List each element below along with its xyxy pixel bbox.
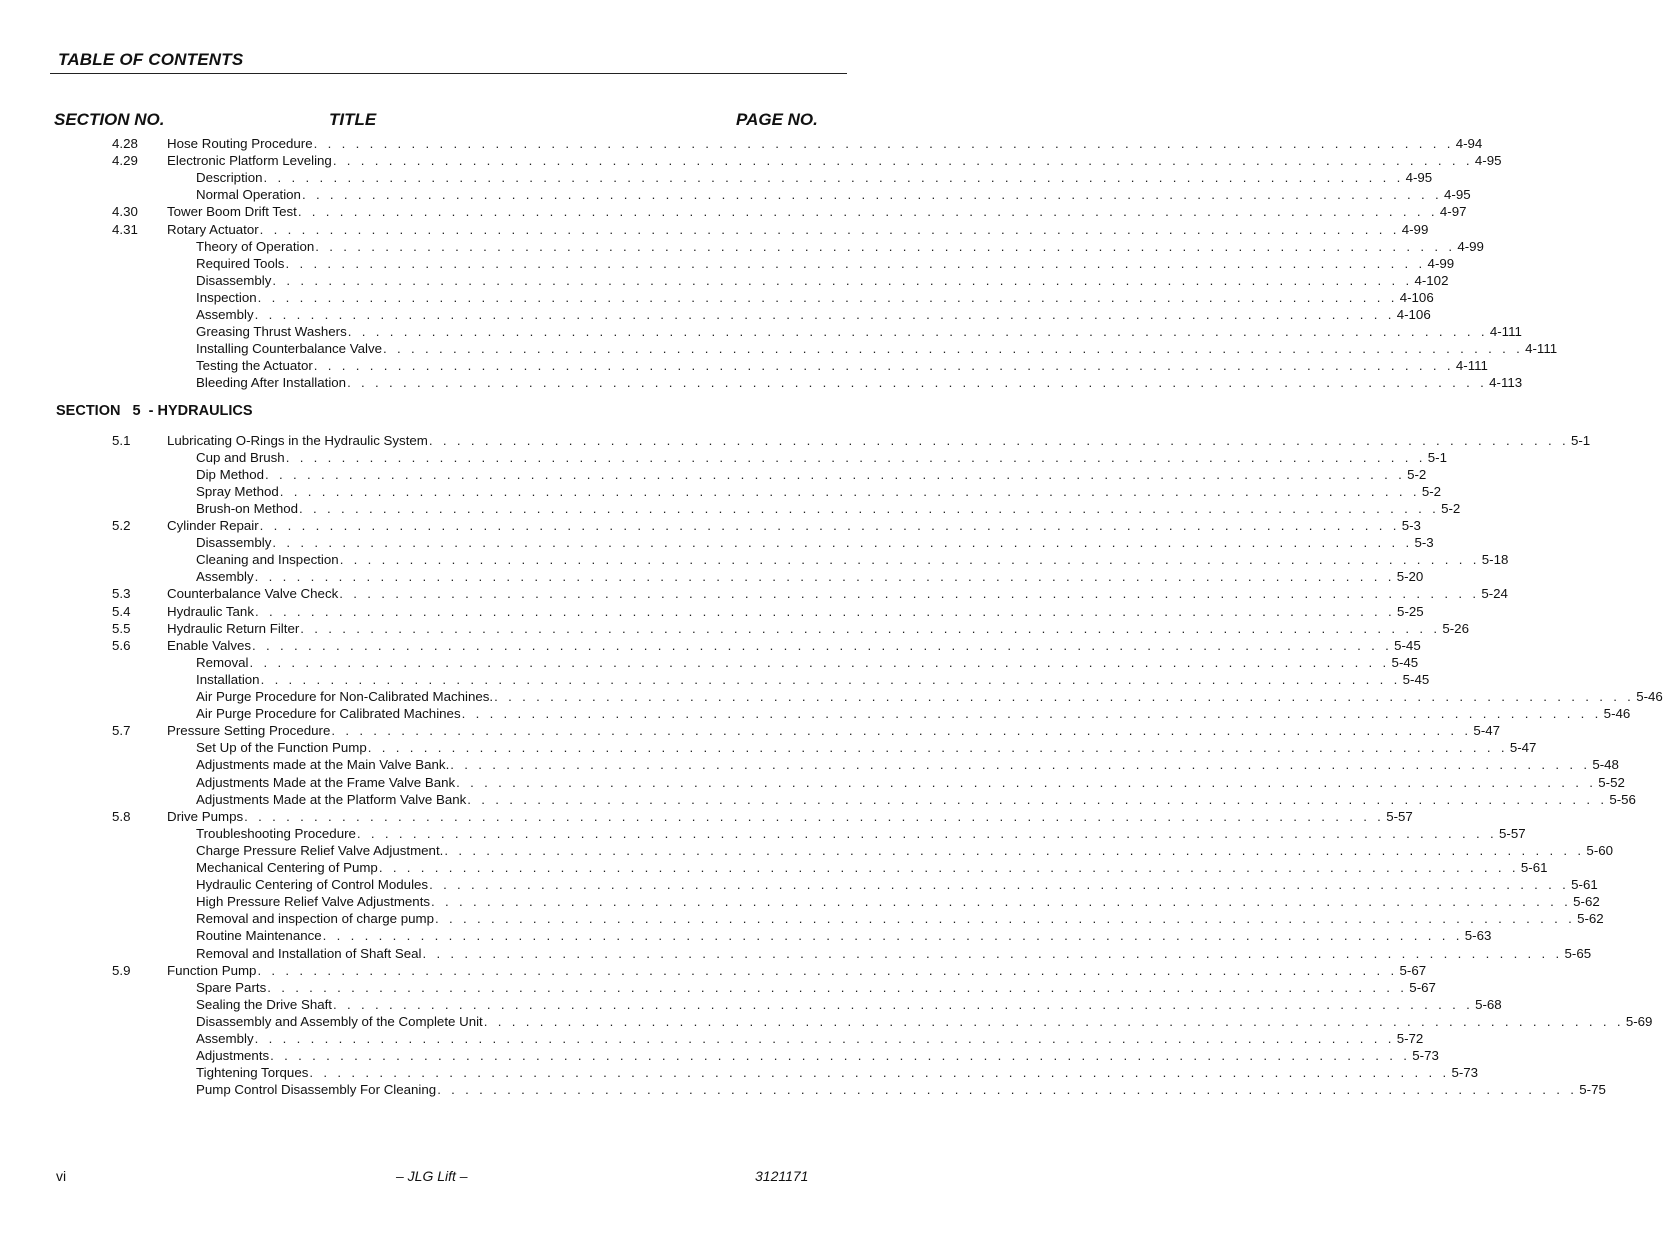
dot-leader: . . . . . . . . . . . . . . . . . . . . . . . . . . . . . . . . . . . . . . . . . . . . . . . . . . . . . . . . . . . . . . . . . . . . . . . . . . . . . . . . . . bbox=[313, 136, 1454, 151]
toc-entry-title: Removal and Installation of Shaft Seal bbox=[196, 945, 422, 961]
toc-subentry bbox=[0, 255, 1455, 272]
toc-entry-line bbox=[196, 500, 1461, 517]
toc-entry-page: 5-56 bbox=[1609, 791, 1636, 807]
column-page-no: PAGE NO. bbox=[736, 110, 818, 129]
toc-section-entry bbox=[0, 620, 1469, 637]
toc-entry-page: 4-111 bbox=[1489, 324, 1522, 340]
toc-entry-number: 5.1 bbox=[112, 432, 131, 448]
toc-entry-line bbox=[196, 1030, 1424, 1047]
toc-entry-number: 5.9 bbox=[112, 962, 131, 978]
dot-leader: . . . . . . . . . . . . . . . . . . . . . . . . . . . . . . . . . . . . . . . . . . . . . . . . . . . . . . . . . . . . . . . . . . . . . . . . . . . . . . . . . . bbox=[309, 1065, 1450, 1081]
toc-entry-page: 4-99 bbox=[1457, 238, 1484, 254]
toc-entry-line bbox=[196, 1013, 1653, 1030]
header-divider bbox=[50, 73, 847, 74]
toc-entry-line bbox=[196, 756, 1619, 773]
dot-leader: . . . . . . . . . . . . . . . . . . . . . . . . . . . . . . . . . . . . . . . . . . . . . . . . . . . . . . . . . . . . . . . . . . . . . . . . . . . . . . . . . . bbox=[249, 654, 1390, 670]
toc-entry-line bbox=[196, 169, 1433, 186]
dot-leader: . . . . . . . . . . . . . . . . . . . . . . . . . . . . . . . . . . . . . . . . . . . . . . . . . . . . . . . . . . . . . . . . . . . . . . . . . . . . . . . . . . bbox=[254, 569, 1395, 585]
toc-entry-line bbox=[196, 466, 1427, 483]
toc-entry-title: Set Up of the Function Pump bbox=[196, 740, 367, 756]
toc-entry-line bbox=[196, 893, 1600, 910]
toc-entry-line bbox=[196, 945, 1592, 962]
toc-entry-page: 5-24 bbox=[1481, 586, 1508, 602]
toc-entry-title: Hose Routing Procedure bbox=[167, 136, 313, 151]
dot-leader: . . . . . . . . . . . . . . . . . . . . . . . . . . . . . . . . . . . . . . . . . . . . . . . . . . . . . . . . . . . . . . . . . . . . . . . . . . . . . . . . . . bbox=[301, 187, 1443, 203]
toc-entry-page: 5-72 bbox=[1396, 1031, 1424, 1046]
dot-leader: . . . . . . . . . . . . . . . . . . . . . . . . . . . . . . . . . . . . . . . . . . . . . . . . . . . . . . . . . . . . . . . . . . . . . . . . . . . . . . . . . . bbox=[383, 341, 1524, 357]
toc-subentry bbox=[0, 739, 1537, 756]
dot-leader: . . . . . . . . . . . . . . . . . . . . . . . . . . . . . . . . . . . . . . . . . . . . . . . . . . . . . . . . . . . . . . . . . . . . . . . . . . . . . . . . . . bbox=[347, 324, 1488, 340]
toc-entry-line bbox=[196, 876, 1598, 893]
toc-subentry bbox=[0, 374, 1523, 391]
dot-leader: . . . . . . . . . . . . . . . . . . . . . . . . . . . . . . . . . . . . . . . . . . . . . . . . . . . . . . . . . . . . . . . . . . . . . . . . . . . . . . . . . . bbox=[494, 689, 1635, 704]
toc-subentry bbox=[0, 688, 1663, 705]
toc-entry-title: Disassembly bbox=[196, 272, 272, 288]
toc-entry-page: 4-99 bbox=[1401, 221, 1429, 237]
dot-leader: . . . . . . . . . . . . . . . . . . . . . . . . . . . . . . . . . . . . . . . . . . . . . . . . . . . . . . . . . . . . . . . . . . . . . . . . . . . . . . . . . . bbox=[260, 671, 1401, 687]
toc-entry-page: 5-75 bbox=[1579, 1082, 1606, 1098]
toc-entry-line bbox=[196, 1081, 1606, 1098]
toc-entry-page: 5-65 bbox=[1564, 945, 1592, 961]
toc-subentry bbox=[0, 1047, 1439, 1064]
toc-entry-page: 5-68 bbox=[1475, 996, 1502, 1012]
toc-entry-page: 5-62 bbox=[1573, 894, 1600, 910]
toc-entry-title: High Pressure Relief Valve Adjustments bbox=[196, 894, 431, 910]
toc-entry-title: Pump Control Disassembly For Cleaning bbox=[196, 1082, 437, 1098]
toc-entry-title: Normal Operation bbox=[196, 187, 301, 203]
toc-entry-page: 4-102 bbox=[1414, 272, 1449, 288]
toc-entry-page: 5-48 bbox=[1592, 757, 1619, 773]
dot-leader: . . . . . . . . . . . . . . . . . . . . . . . . . . . . . . . . . . . . . . . . . . . . . . . . . . . . . . . . . . . . . . . . . . . . . . . . . . . . . . . . . . bbox=[270, 1048, 1411, 1064]
toc-entry-page: 4-106 bbox=[1396, 307, 1431, 322]
toc-subentry bbox=[0, 551, 1509, 568]
toc-subentry bbox=[0, 927, 1492, 944]
toc-subentry bbox=[0, 859, 1548, 876]
toc-entry-number: 4.30 bbox=[112, 204, 138, 220]
toc-entry-title: Bleeding After Installation bbox=[196, 375, 347, 391]
page-header-title: TABLE OF CONTENTS bbox=[58, 50, 244, 69]
toc-entry-line bbox=[196, 791, 1636, 808]
toc-subentry bbox=[0, 483, 1442, 500]
toc-entry-title: Greasing Thrust Washers bbox=[196, 324, 347, 340]
toc-entry-line bbox=[196, 186, 1471, 203]
toc-entry-number: 4.29 bbox=[112, 153, 138, 169]
toc-subentry bbox=[0, 169, 1433, 186]
toc-entry-line bbox=[196, 774, 1625, 791]
dot-leader: . . . . . . . . . . . . . . . . . . . . . . . . . . . . . . . . . . . . . . . . . . . . . . . . . . . . . . . . . . . . . . . . . . . . . . . . . . . . . . . . . . bbox=[422, 945, 1563, 961]
toc-subentry bbox=[0, 340, 1558, 357]
toc-entry-title: Counterbalance Valve Check bbox=[167, 586, 339, 602]
dot-leader: . . . . . . . . . . . . . . . . . . . . . . . . . . . . . . . . . . . . . . . . . . . . . . . . . . . . . . . . . . . . . . . . . . . . . . . . . . . . . . . . . . bbox=[339, 586, 1480, 602]
toc-entry-title: Electronic Platform Leveling bbox=[167, 153, 332, 169]
dot-leader: . . . . . . . . . . . . . . . . . . . . . . . . . . . . . . . . . . . . . . . . . . . . . . . . . . . . . . . . . . . . . . . . . . . . . . . . . . . . . . . . . . bbox=[315, 238, 1456, 254]
toc-entry-page: 5-67 bbox=[1399, 962, 1427, 978]
toc-entry-line bbox=[167, 722, 1501, 739]
toc-entry-title: Adjustments bbox=[196, 1048, 270, 1064]
toc-subentry bbox=[0, 876, 1598, 893]
toc-entry-line bbox=[196, 671, 1430, 688]
toc-entry-line bbox=[196, 357, 1488, 374]
toc-entry-line bbox=[196, 374, 1523, 391]
dot-leader: . . . . . . . . . . . . . . . . . . . . . . . . . . . . . . . . . . . . . . . . . . . . . . . . . . . . . . . . . . . . . . . . . . . . . . . . . . . . . . . . . . bbox=[254, 307, 1395, 322]
dot-leader: . . . . . . . . . . . . . . . . . . . . . . . . . . . . . . . . . . . . . . . . . . . . . . . . . . . . . . . . . . . . . . . . . . . . . . . . . . . . . . . . . . bbox=[285, 255, 1426, 271]
toc-entry-title: Inspection bbox=[196, 289, 257, 305]
toc-entry-line bbox=[167, 135, 1483, 152]
toc-entry-title: Installation bbox=[196, 671, 260, 687]
dot-leader: . . . . . . . . . . . . . . . . . . . . . . . . . . . . . . . . . . . . . . . . . . . . . . . . . . . . . . . . . . . . . . . . . . . . . . . . . . . . . . . . . . bbox=[332, 153, 1473, 169]
toc-subentry bbox=[0, 756, 1619, 773]
toc-entry-number: 5.2 bbox=[112, 518, 131, 533]
toc-subentry bbox=[0, 979, 1436, 996]
toc-entry-title: Hydraulic Tank bbox=[167, 603, 254, 619]
toc-entry-page: 5-73 bbox=[1412, 1048, 1439, 1064]
toc-entry-line bbox=[196, 1047, 1439, 1064]
toc-entry-title: Cleaning and Inspection bbox=[196, 552, 339, 568]
column-title: TITLE bbox=[329, 110, 377, 129]
toc-section-entry bbox=[0, 808, 1413, 825]
dot-leader: . . . . . . . . . . . . . . . . . . . . . . . . . . . . . . . . . . . . . . . . . . . . . . . . . . . . . . . . . . . . . . . . . . . . . . . . . . . . . . . . . . bbox=[299, 500, 1440, 516]
toc-entry-page: 5-1 bbox=[1570, 432, 1591, 448]
toc-entry-title: Assembly bbox=[196, 569, 254, 585]
toc-entry-page: 5-26 bbox=[1442, 620, 1469, 636]
dot-leader: . . . . . . . . . . . . . . . . . . . . . . . . . . . . . . . . . . . . . . . . . . . . . . . . . . . . . . . . . . . . . . . . . . . . . . . . . . . . . . . . . . bbox=[431, 894, 1572, 910]
dot-leader: . . . . . . . . . . . . . . . . . . . . . . . . . . . . . . . . . . . . . . . . . . . . . . . . . . . . . . . . . . . . . . . . . . . . . . . . . . . . . . . . . . bbox=[272, 535, 1413, 551]
toc-subentry bbox=[0, 654, 1419, 671]
dot-leader: . . . . . . . . . . . . . . . . . . . . . . . . . . . . . . . . . . . . . . . . . . . . . . . . . . . . . . . . . . . . . . . . . . . . . . . . . . . . . . . . . . bbox=[444, 842, 1585, 858]
toc-entry-number: 5.4 bbox=[112, 603, 131, 619]
dot-leader: . . . . . . . . . . . . . . . . . . . . . . . . . . . . . . . . . . . . . . . . . . . . . . . . . . . . . . . . . . . . . . . . . . . . . . . . . . . . . . . . . . bbox=[285, 449, 1426, 465]
toc-section-entry bbox=[0, 432, 1591, 449]
toc-entry-title: Dip Method bbox=[196, 466, 264, 482]
toc-subentry bbox=[0, 238, 1484, 255]
dot-leader: . . . . . . . . . . . . . . . . . . . . . . . . . . . . . . . . . . . . . . . . . . . . . . . . . . . . . . . . . . . . . . . . . . . . . . . . . . . . . . . . . . bbox=[254, 1031, 1395, 1046]
toc-entry-title: Description bbox=[196, 170, 263, 186]
toc-entry-page: 4-113 bbox=[1489, 375, 1523, 391]
toc-entry-page: 5-45 bbox=[1402, 671, 1430, 687]
toc-entry-title: Adjustments made at the Main Valve Bank. bbox=[196, 757, 450, 773]
toc-entry-title: Enable Valves bbox=[167, 637, 252, 653]
toc-subentry bbox=[0, 893, 1600, 910]
toc-entry-page: 4-111 bbox=[1525, 341, 1558, 357]
toc-entry-page: 5-62 bbox=[1577, 911, 1604, 927]
toc-entry-title: Charge Pressure Relief Valve Adjustment. bbox=[196, 842, 444, 858]
dot-leader: . . . . . . . . . . . . . . . . . . . . . . . . . . . . . . . . . . . . . . . . . . . . . . . . . . . . . . . . . . . . . . . . . . . . . . . . . . . . . . . . . . bbox=[378, 860, 1519, 875]
toc-entry-page: 5-3 bbox=[1414, 535, 1434, 551]
toc-entry-number: 5.6 bbox=[112, 637, 131, 653]
dot-leader: . . . . . . . . . . . . . . . . . . . . . . . . . . . . . . . . . . . . . . . . . . . . . . . . . . . . . . . . . . . . . . . . . . . . . . . . . . . . . . . . . . bbox=[257, 289, 1398, 305]
toc-subentry bbox=[0, 671, 1430, 688]
toc-entry-title: Adjustments Made at the Platform Valve Bank bbox=[196, 791, 467, 807]
dot-leader: . . . . . . . . . . . . . . . . . . . . . . . . . . . . . . . . . . . . . . . . . . . . . . . . . . . . . . . . . . . . . . . . . . . . . . . . . . . . . . . . . . bbox=[429, 877, 1570, 893]
toc-subentry bbox=[0, 500, 1461, 517]
toc-entry-line bbox=[196, 238, 1484, 255]
toc-entry-line bbox=[196, 272, 1449, 289]
toc-entry-line bbox=[196, 449, 1447, 466]
toc-entry-number: 4.31 bbox=[112, 221, 138, 237]
dot-leader: . . . . . . . . . . . . . . . . . . . . . . . . . . . . . . . . . . . . . . . . . . . . . . . . . . . . . . . . . . . . . . . . . . . . . . . . . . . . . . . . . . bbox=[322, 928, 1463, 944]
toc-subentry bbox=[0, 1030, 1424, 1047]
toc-entry-line bbox=[167, 962, 1427, 979]
toc-entry-line bbox=[196, 255, 1455, 272]
toc-entry-line bbox=[196, 568, 1424, 585]
toc-section-entry bbox=[0, 722, 1501, 739]
toc-entry-line bbox=[196, 483, 1442, 500]
toc-entry-title: Cup and Brush bbox=[196, 449, 285, 465]
toc-entry-title: Mechanical Centering of Pump bbox=[196, 860, 378, 875]
dot-leader: . . . . . . . . . . . . . . . . . . . . . . . . . . . . . . . . . . . . . . . . . . . . . . . . . . . . . . . . . . . . . . . . . . . . . . . . . . . . . . . . . . bbox=[437, 1082, 1578, 1098]
toc-subentry bbox=[0, 1064, 1479, 1081]
footer-publisher: – JLG Lift – bbox=[396, 1168, 468, 1184]
dot-leader: . . . . . . . . . . . . . . . . . . . . . . . . . . . . . . . . . . . . . . . . . . . . . . . . . . . . . . . . . . . . . . . . . . . . . . . . . . . . . . . . . . bbox=[313, 358, 1454, 374]
dot-leader: . . . . . . . . . . . . . . . . . . . . . . . . . . . . . . . . . . . . . . . . . . . . . . . . . . . . . . . . . . . . . . . . . . . . . . . . . . . . . . . . . . bbox=[300, 620, 1441, 636]
toc-entry-title: Drive Pumps bbox=[167, 808, 244, 824]
dot-leader: . . . . . . . . . . . . . . . . . . . . . . . . . . . . . . . . . . . . . . . . . . . . . . . . . . . . . . . . . . . . . . . . . . . . . . . . . . . . . . . . . . bbox=[263, 170, 1404, 186]
section-heading: SECTION 5 - HYDRAULICS bbox=[56, 402, 253, 419]
dot-leader: . . . . . . . . . . . . . . . . . . . . . . . . . . . . . . . . . . . . . . . . . . . . . . . . . . . . . . . . . . . . . . . . . . . . . . . . . . . . . . . . . . bbox=[254, 603, 1396, 619]
toc-entry-title: Spray Method bbox=[196, 483, 279, 499]
toc-entry-line bbox=[196, 306, 1431, 323]
toc-subentry bbox=[0, 466, 1427, 483]
toc-entry-page: 5-45 bbox=[1394, 637, 1421, 653]
toc-subentry bbox=[0, 186, 1471, 203]
toc-entry-line bbox=[196, 551, 1509, 568]
toc-subentry bbox=[0, 1013, 1653, 1030]
toc-entry-number: 5.5 bbox=[112, 620, 131, 636]
dot-leader: . . . . . . . . . . . . . . . . . . . . . . . . . . . . . . . . . . . . . . . . . . . . . . . . . . . . . . . . . . . . . . . . . . . . . . . . . . . . . . . . . . bbox=[331, 723, 1472, 739]
toc-entry-page: 5-57 bbox=[1499, 825, 1526, 841]
toc-subentry bbox=[0, 996, 1502, 1013]
toc-entry-page: 4-94 bbox=[1455, 136, 1483, 151]
dot-leader: . . . . . . . . . . . . . . . . . . . . . . . . . . . . . . . . . . . . . . . . . . . . . . . . . . . . . . . . . . . . . . . . . . . . . . . . . . . . . . . . . . bbox=[265, 466, 1406, 482]
toc-entry-page: 5-69 bbox=[1625, 1013, 1653, 1029]
toc-entry-page: 5-57 bbox=[1386, 808, 1413, 824]
toc-entry-line bbox=[167, 517, 1421, 534]
toc-entry-line bbox=[167, 603, 1424, 620]
toc-entry-page: 5-45 bbox=[1391, 654, 1419, 670]
toc-section-entry bbox=[0, 585, 1508, 602]
dot-leader: . . . . . . . . . . . . . . . . . . . . . . . . . . . . . . . . . . . . . . . . . . . . . . . . . . . . . . . . . . . . . . . . . . . . . . . . . . . . . . . . . . bbox=[456, 774, 1597, 790]
toc-entry-title: Assembly bbox=[196, 1031, 254, 1046]
dot-leader: . . . . . . . . . . . . . . . . . . . . . . . . . . . . . . . . . . . . . . . . . . . . . . . . . . . . . . . . . . . . . . . . . . . . . . . . . . . . . . . . . . bbox=[367, 740, 1508, 756]
footer-document-number: 3121171 bbox=[755, 1168, 809, 1184]
toc-subentry bbox=[0, 323, 1522, 340]
toc-entry-title: Routine Maintenance bbox=[196, 928, 322, 944]
toc-section-entry bbox=[0, 637, 1421, 654]
toc-entry-page: 4-97 bbox=[1439, 204, 1467, 220]
dot-leader: . . . . . . . . . . . . . . . . . . . . . . . . . . . . . . . . . . . . . . . . . . . . . . . . . . . . . . . . . . . . . . . . . . . . . . . . . . . . . . . . . . bbox=[333, 996, 1474, 1012]
dot-leader: . . . . . . . . . . . . . . . . . . . . . . . . . . . . . . . . . . . . . . . . . . . . . . . . . . . . . . . . . . . . . . . . . . . . . . . . . . . . . . . . . . bbox=[428, 432, 1569, 448]
toc-entry-title: Removal and inspection of charge pump bbox=[196, 911, 435, 927]
toc-section-entry bbox=[0, 962, 1427, 979]
dot-leader: . . . . . . . . . . . . . . . . . . . . . . . . . . . . . . . . . . . . . . . . . . . . . . . . . . . . . . . . . . . . . . . . . . . . . . . . . . . . . . . . . . bbox=[279, 483, 1420, 499]
toc-entry-page: 4-111 bbox=[1455, 358, 1488, 374]
dot-leader: . . . . . . . . . . . . . . . . . . . . . . . . . . . . . . . . . . . . . . . . . . . . . . . . . . . . . . . . . . . . . . . . . . . . . . . . . . . . . . . . . . bbox=[257, 962, 1398, 978]
toc-entry-title: Hydraulic Return Filter bbox=[167, 620, 300, 636]
toc-entry-line bbox=[196, 910, 1604, 927]
toc-subentry bbox=[0, 534, 1434, 551]
toc-entry-line bbox=[196, 739, 1537, 756]
column-section-no: SECTION NO. bbox=[54, 110, 165, 129]
dot-leader: . . . . . . . . . . . . . . . . . . . . . . . . . . . . . . . . . . . . . . . . . . . . . . . . . . . . . . . . . . . . . . . . . . . . . . . . . . . . . . . . . . bbox=[347, 375, 1488, 391]
toc-entry-line bbox=[196, 323, 1522, 340]
toc-entry-line bbox=[196, 688, 1663, 705]
toc-entry-page: 5-67 bbox=[1409, 979, 1436, 995]
toc-entry-line bbox=[196, 842, 1614, 859]
dot-leader: . . . . . . . . . . . . . . . . . . . . . . . . . . . . . . . . . . . . . . . . . . . . . . . . . . . . . . . . . . . . . . . . . . . . . . . . . . . . . . . . . . bbox=[435, 911, 1576, 927]
dot-leader: . . . . . . . . . . . . . . . . . . . . . . . . . . . . . . . . . . . . . . . . . . . . . . . . . . . . . . . . . . . . . . . . . . . . . . . . . . . . . . . . . . bbox=[467, 791, 1608, 807]
toc-entry-title: Tower Boom Drift Test bbox=[167, 204, 297, 220]
toc-section-entry bbox=[0, 603, 1424, 620]
toc-entry-title: Troubleshooting Procedure bbox=[196, 825, 356, 841]
dot-leader: . . . . . . . . . . . . . . . . . . . . . . . . . . . . . . . . . . . . . . . . . . . . . . . . . . . . . . . . . . . . . . . . . . . . . . . . . . . . . . . . . . bbox=[297, 204, 1438, 220]
dot-leader: . . . . . . . . . . . . . . . . . . . . . . . . . . . . . . . . . . . . . . . . . . . . . . . . . . . . . . . . . . . . . . . . . . . . . . . . . . . . . . . . . . bbox=[267, 979, 1408, 995]
toc-section-entry bbox=[0, 135, 1483, 152]
toc-entry-title: Cylinder Repair bbox=[167, 518, 259, 533]
toc-entry-number: 4.28 bbox=[112, 136, 138, 151]
toc-entry-title: Rotary Actuator bbox=[167, 221, 259, 237]
toc-entry-number: 5.7 bbox=[112, 723, 131, 739]
toc-section-entry bbox=[0, 221, 1429, 238]
toc-entry-line bbox=[196, 996, 1502, 1013]
toc-entry-line bbox=[196, 1064, 1479, 1081]
toc-entry-page: 5-2 bbox=[1407, 466, 1427, 482]
toc-subentry bbox=[0, 357, 1488, 374]
toc-entry-line bbox=[167, 203, 1467, 220]
footer-page-number: vi bbox=[56, 1168, 67, 1184]
toc-entry-line bbox=[196, 825, 1526, 842]
dot-leader: . . . . . . . . . . . . . . . . . . . . . . . . . . . . . . . . . . . . . . . . . . . . . . . . . . . . . . . . . . . . . . . . . . . . . . . . . . . . . . . . . . bbox=[259, 518, 1400, 533]
toc-entry-line bbox=[167, 620, 1469, 637]
toc-entry-title: Installing Counterbalance Valve bbox=[196, 341, 383, 357]
toc-subentry bbox=[0, 1081, 1606, 1098]
toc-entry-page: 5-60 bbox=[1586, 842, 1614, 858]
toc-entry-page: 4-99 bbox=[1427, 255, 1455, 271]
toc-section-entry bbox=[0, 517, 1421, 534]
toc-subentry bbox=[0, 945, 1592, 962]
toc-subentry bbox=[0, 568, 1424, 585]
toc-entry-title: Tightening Torques bbox=[196, 1065, 309, 1081]
toc-entry-page: 5-20 bbox=[1396, 569, 1424, 585]
toc-subentry bbox=[0, 306, 1431, 323]
toc-entry-page: 5-63 bbox=[1464, 928, 1492, 944]
toc-entry-page: 4-106 bbox=[1399, 289, 1434, 305]
toc-entry-title: Adjustments Made at the Frame Valve Bank bbox=[196, 774, 456, 790]
dot-leader: . . . . . . . . . . . . . . . . . . . . . . . . . . . . . . . . . . . . . . . . . . . . . . . . . . . . . . . . . . . . . . . . . . . . . . . . . . . . . . . . . . bbox=[259, 221, 1400, 237]
toc-section-entry bbox=[0, 152, 1502, 169]
toc-entry-page: 4-95 bbox=[1474, 153, 1502, 169]
dot-leader: . . . . . . . . . . . . . . . . . . . . . . . . . . . . . . . . . . . . . . . . . . . . . . . . . . . . . . . . . . . . . . . . . . . . . . . . . . . . . . . . . . bbox=[252, 637, 1393, 653]
toc-entry-title: Disassembly bbox=[196, 535, 272, 551]
toc-entry-page: 4-95 bbox=[1444, 187, 1471, 203]
toc-entry-title: Disassembly and Assembly of the Complete Unit bbox=[196, 1013, 483, 1029]
toc-entry-page: 5-25 bbox=[1397, 603, 1424, 619]
toc-entry-title: Hydraulic Centering of Control Modules bbox=[196, 877, 429, 893]
toc-entry-title: Theory of Operation bbox=[196, 238, 315, 254]
dot-leader: . . . . . . . . . . . . . . . . . . . . . . . . . . . . . . . . . . . . . . . . . . . . . . . . . . . . . . . . . . . . . . . . . . . . . . . . . . . . . . . . . . bbox=[272, 272, 1413, 288]
toc-entry-line bbox=[196, 927, 1492, 944]
toc-entry-title: Assembly bbox=[196, 307, 254, 322]
toc-entry-title: Pressure Setting Procedure bbox=[167, 723, 331, 739]
toc-entry-page: 5-61 bbox=[1571, 877, 1598, 893]
toc-entry-line bbox=[167, 432, 1591, 449]
toc-subentry bbox=[0, 842, 1614, 859]
toc-entry-line bbox=[196, 340, 1558, 357]
toc-subentry bbox=[0, 272, 1449, 289]
toc-entry-title: Sealing the Drive Shaft bbox=[196, 996, 333, 1012]
dot-leader: . . . . . . . . . . . . . . . . . . . . . . . . . . . . . . . . . . . . . . . . . . . . . . . . . . . . . . . . . . . . . . . . . . . . . . . . . . . . . . . . . . bbox=[356, 825, 1497, 841]
toc-entry-title: Required Tools bbox=[196, 255, 285, 271]
toc-subentry bbox=[0, 825, 1526, 842]
toc-entry-page: 5-47 bbox=[1473, 723, 1501, 739]
dot-leader: . . . . . . . . . . . . . . . . . . . . . . . . . . . . . . . . . . . . . . . . . . . . . . . . . . . . . . . . . . . . . . . . . . . . . . . . . . . . . . . . . . bbox=[339, 552, 1480, 568]
toc-entry-page: 5-2 bbox=[1421, 483, 1442, 499]
toc-entry-title: Function Pump bbox=[167, 962, 257, 978]
toc-entry-title: Brush-on Method bbox=[196, 500, 298, 516]
toc-subentry bbox=[0, 449, 1447, 466]
toc-entry-line bbox=[167, 152, 1502, 169]
dot-leader: . . . . . . . . . . . . . . . . . . . . . . . . . . . . . . . . . . . . . . . . . . . . . . . . . . . . . . . . . . . . . . . . . . . . . . . . . . . . . . . . . . bbox=[483, 1013, 1624, 1029]
dot-leader: . . . . . . . . . . . . . . . . . . . . . . . . . . . . . . . . . . . . . . . . . . . . . . . . . . . . . . . . . . . . . . . . . . . . . . . . . . . . . . . . . . bbox=[461, 706, 1602, 722]
toc-entry-line bbox=[167, 585, 1508, 602]
toc-entry-line bbox=[196, 859, 1548, 876]
toc-subentry bbox=[0, 910, 1604, 927]
toc-entry-page: 5-73 bbox=[1451, 1065, 1479, 1081]
toc-entry-page: 5-1 bbox=[1427, 449, 1447, 465]
toc-entry-title: Removal bbox=[196, 654, 249, 670]
toc-entry-line bbox=[196, 534, 1434, 551]
dot-leader: . . . . . . . . . . . . . . . . . . . . . . . . . . . . . . . . . . . . . . . . . . . . . . . . . . . . . . . . . . . . . . . . . . . . . . . . . . . . . . . . . . bbox=[450, 757, 1591, 773]
toc-entry-title: Spare Parts bbox=[196, 979, 267, 995]
toc-subentry bbox=[0, 289, 1434, 306]
toc-entry-number: 5.8 bbox=[112, 808, 131, 824]
toc-entry-page: 4-95 bbox=[1405, 170, 1433, 186]
toc-entry-title: Testing the Actuator bbox=[196, 358, 313, 374]
toc-entry-page: 5-52 bbox=[1598, 774, 1625, 790]
toc-subentry bbox=[0, 791, 1636, 808]
toc-entry-page: 5-18 bbox=[1481, 552, 1509, 568]
toc-subentry bbox=[0, 705, 1631, 722]
toc-entry-number: 5.3 bbox=[112, 586, 131, 602]
toc-entry-page: 5-46 bbox=[1603, 706, 1631, 722]
toc-subentry bbox=[0, 774, 1625, 791]
toc-entry-page: 5-46 bbox=[1636, 689, 1663, 704]
toc-entry-title: Lubricating O-Rings in the Hydraulic System bbox=[167, 432, 428, 448]
toc-entry-page: 5-47 bbox=[1509, 740, 1537, 756]
toc-entry-page: 5-3 bbox=[1401, 518, 1421, 533]
toc-entry-line bbox=[196, 654, 1419, 671]
toc-entry-line bbox=[196, 705, 1631, 722]
toc-entry-line bbox=[167, 221, 1429, 238]
toc-section-entry bbox=[0, 203, 1467, 220]
toc-entry-line bbox=[167, 637, 1421, 654]
toc-entry-page: 5-61 bbox=[1520, 860, 1548, 875]
toc-entry-line bbox=[167, 808, 1413, 825]
toc-entry-title: Air Purge Procedure for Non-Calibrated Machines. bbox=[196, 689, 494, 704]
toc-entry-line bbox=[196, 979, 1436, 996]
toc-entry-title: Air Purge Procedure for Calibrated Machines bbox=[196, 706, 461, 722]
toc-entry-page: 5-2 bbox=[1441, 500, 1461, 516]
dot-leader: . . . . . . . . . . . . . . . . . . . . . . . . . . . . . . . . . . . . . . . . . . . . . . . . . . . . . . . . . . . . . . . . . . . . . . . . . . . . . . . . . . bbox=[244, 808, 1385, 824]
toc-entry-line bbox=[196, 289, 1434, 306]
